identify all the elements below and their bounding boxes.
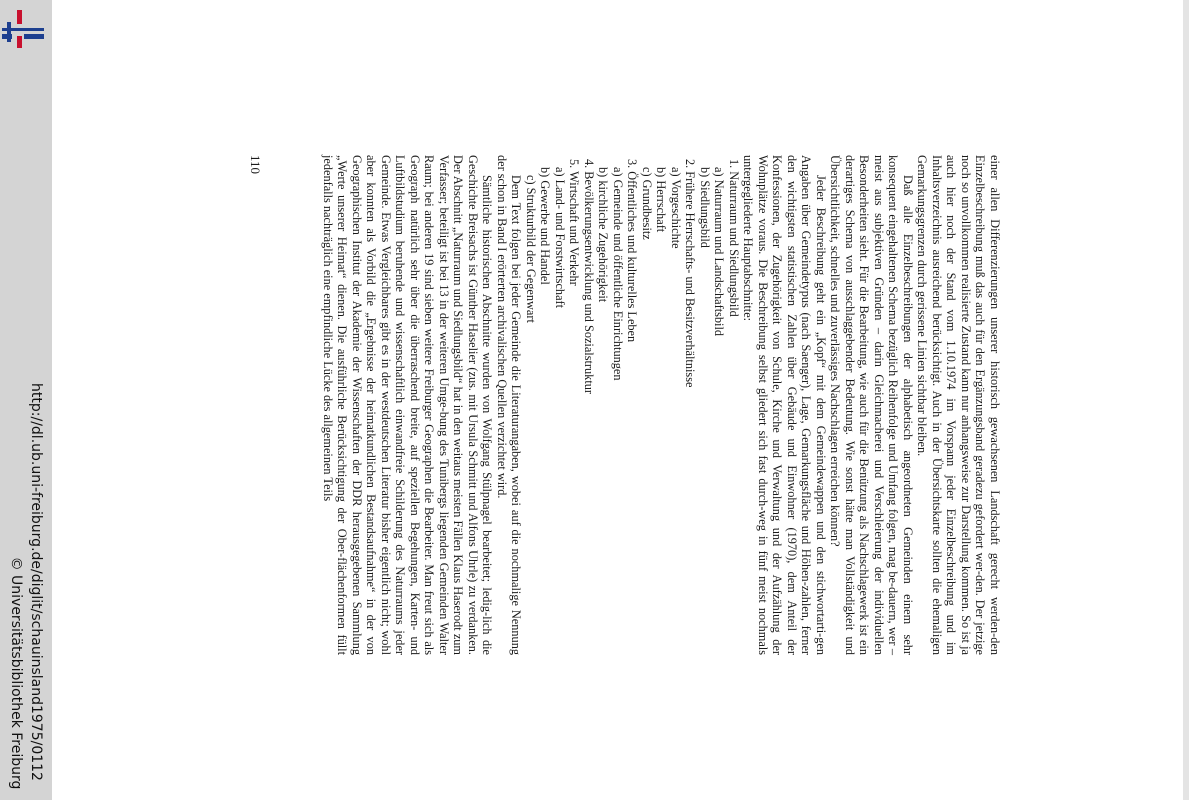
outline-item: a) Naturraum und Landschaftsbild bbox=[712, 167, 727, 337]
body-paragraph: Dem Text folgen bei jeder Gemeinde die Literaturangaben, wobei auf die nochmalige Nennung der schon in Band I erörterten archivalischen Quellen verzichtet wird. bbox=[495, 155, 524, 655]
outline-item: 4. Bevölkerungsentwicklung und Sozialstruktur bbox=[582, 159, 596, 394]
body-paragraph: Jeder Beschreibung geht ein „Kopf“ mit dem Gemeindewappen und den stichwortarti-gen Angaben über Gemeindetypus (nach Saenger), Lage, Gemarkungsfläche und Höhen-zahlen, ferner den wichtigsten statistischen Zahlen über Gebäude und Einwohner (1970), dem Anteil der Konfessionen, der Zugehörigkeit von Schule, Kirche und Verwaltung und der Aufzählung der Wohnplätze voraus. Die Beschreibung selbst gliedert sich fast durch-weg in fünf meist nochmals untergegliederte Hauptabschnitte: bbox=[741, 155, 828, 655]
viewer-sidebar bbox=[0, 0, 52, 800]
page-number: 110 bbox=[248, 155, 263, 175]
outline-item: b) Siedlungsbild bbox=[698, 167, 712, 248]
body-paragraph: Sämtliche historischen Abschnitte wurden von Wolfgang Stülpnagel bearbeitet; ledig-lich die Geschichte Breisachs ist Günther Haselier (zus. mit Ursula Schmitt und Alfons Uhrle) zu verdanken. Der Abschnitt „Naturraum und Siedlungsbild“ hat in den weitaus meisten Fällen Klaus Haserodt zum Verfasser; beteiligt ist bei 13 in der weiteren Umge-bung des Tunibergs liegenden Gemeinden Walter Raum; bei anderen 19 sind sieben weitere Freiburger Geographen die Bearbeiter. Man freut sich als Geograph natürlich sehr über die überraschend breite, auf speziellen Begehungen, Karten- und Luftbildstudium beruhende und wissenschaftlich einwandfreie Schilderung des Naturraums jeder Gemeinde. Etwas Vergleichbares gibt es in der westdeutschen Literatur bisher eigentlich nicht; wohl aber konnten als Vorbild die „Ergebnisse der heimatkundlichen Bestandsaufnahme“ in der von Geographischen Institut der Akademie der Wissenschaften der DDR herausgegebenen Sammlung „Werte unserer Heimat“ dienen. Die ausführliche Berücksichtigung der Ober-flächenformen füllt jedenfalls nachträglich eine empfindliche Lücke des allgemeinen Teils bbox=[321, 155, 495, 655]
outline-item: b) Herrschaft bbox=[654, 167, 669, 233]
scanned-page bbox=[232, 155, 1002, 655]
vertical-watermark bbox=[0, 0, 52, 800]
outline-item: a) Vorgeschichte bbox=[669, 167, 683, 249]
outline-item: 2. Frühere Herrschafts- und Besitzverhältnisse bbox=[683, 159, 698, 388]
outline-item: c) Grundbesitz bbox=[640, 167, 654, 240]
outline-item: a) Land- und Forstwirtschaft bbox=[553, 167, 567, 309]
outline-item: 1. Naturraum und Siedlungsbild bbox=[727, 159, 741, 317]
outline-item: 5. Wirtschaft und Verkehr bbox=[567, 159, 582, 286]
source-url: http://dl.ub.uni-freiburg.de/diglit/schauinsland1975/0112 bbox=[28, 383, 44, 781]
outline-item: 3. Öffentliches und kulturelles Leben bbox=[625, 159, 640, 343]
rotated-page-content bbox=[232, 155, 1002, 655]
outline-item: b) Gewerbe und Handel bbox=[538, 167, 553, 285]
outline-item: b) kirchliche Zugehörigkeit bbox=[596, 167, 611, 303]
outline-item: c) Strukturbild der Gegenwart bbox=[524, 175, 538, 323]
window-edge bbox=[1183, 0, 1189, 800]
page-text bbox=[321, 155, 1003, 655]
outline-item: a) Gemeinde und öffentliche Einrichtungen bbox=[611, 167, 625, 381]
copyright-notice: © Universitätsbibliothek Freiburg bbox=[8, 556, 24, 790]
body-paragraph: Daß alle Einzelbeschreibungen der alphabetisch angeordneten Gemeinden einem sehr konsequent eingehaltenen Schema bezüglich Reihenfolge und Umfang folgen, mag be-dauern, wer – meist aus subjektiven Gründen – darin Gleichmacherei und Verschleierung der individuellen Besonderheiten sieht. Für die Bearbeitung, wie auch für die Benützung als Nachschlagewerk ist ein derartiges Schema von ausschlaggebender Bedeutung. Wie sonst hätte man Vollständigkeit und Übersichtlichkeit, schnelles und zuverlässiges Nachschlagen erreichen können? bbox=[828, 155, 915, 655]
body-paragraph: einer allen Differenzierungen unserer historisch gewachsenen Landschaft gerecht werden-den Einzelbeschreibung muß das auch für den Ergänzungsband geradezu gefordert wer-den. Der jetzige noch so unvollkommen realisierte Zustand kann nur anhangsweise zur Darstellung kommen. So ist ja auch hier noch der Stand vom 1.10.1974 im Vorspann jeder Einzelbeschreibung und im Inhaltsverzeichnis ausreichend berücksichtigt. Auch in der Übersichtskarte sollten die ehemaligen Gemarkungsgrenzen durch gerissene Linien sichtbar bleiben. bbox=[915, 155, 1002, 655]
